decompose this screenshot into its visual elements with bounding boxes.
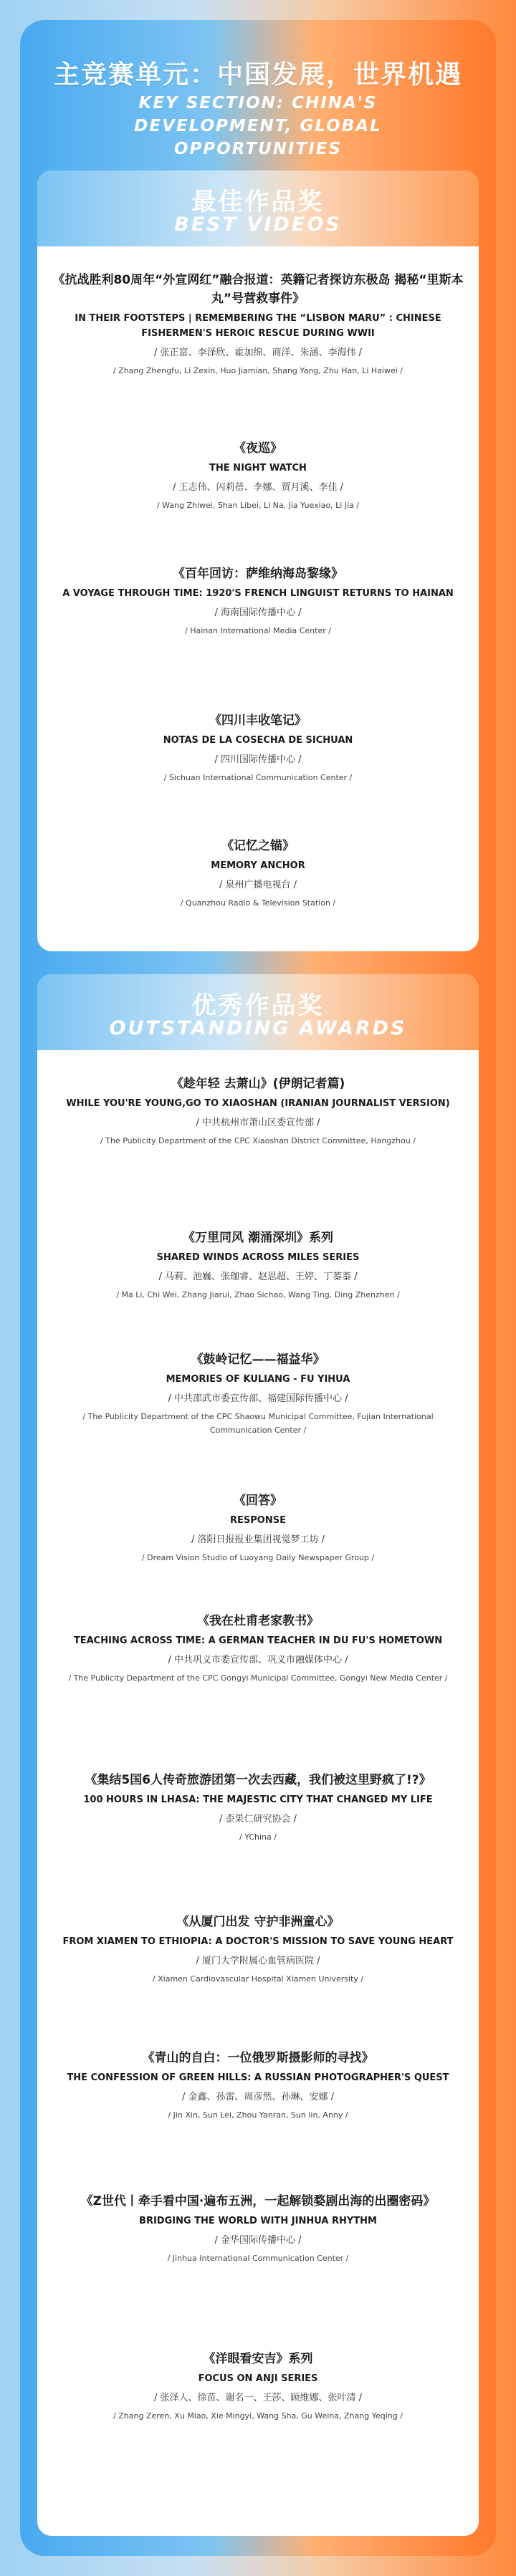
entry-credits-en: / Hainan International Media Center / [185, 626, 331, 635]
entry-credits-cn: / 泉州广播电视台 / [219, 880, 297, 890]
entry-english-title: NOTAS DE LA COSECHA DE SICHUAN [163, 735, 353, 746]
entry-english-title: RESPONSE [230, 1515, 286, 1526]
entry-title: 《鼓岭记忆——福益华》 [191, 1352, 325, 1367]
entry-title: 《夜巡》 [234, 441, 282, 456]
entry-credits-en: / Dream Vision Studio of Luoyang Daily Newspaper Group / [141, 1553, 375, 1562]
entry-title: 《集结5国6人传奇旅游团第一次去西藏，我们被这里野疯了!?》 [85, 1773, 431, 1787]
entry-english-title: A VOYAGE THROUGH TIME: 1920'S FRENCH LINGUIST RETURNS TO HAINAN [62, 588, 454, 599]
entry-credits-cn: / 四川国际传播中心 / [214, 754, 302, 765]
entry-credits-en: / The Publicity Department of the CPC Shaowu Municipal Committee, Fujian International Communication Center / [82, 1412, 434, 1435]
entry-credits-en: / Quanzhou Radio & Television Station / [180, 898, 336, 908]
outstanding-awards-panel [37, 974, 479, 2536]
outstanding-entry [52, 2350, 464, 2423]
entry-credits-en: / YChina / [239, 1832, 277, 1842]
outstanding-awards-title-en: OUTSTANDING AWARDS [109, 1017, 407, 1039]
entry-credits-cn: / 中共巩义市委宣传部、巩义市融媒体中心 / [168, 1655, 348, 1666]
entry-credits-cn: / 金华国际传播中心 / [214, 2235, 302, 2246]
entry-english-title: SHARED WINDS ACROSS MILES SERIES [156, 1252, 360, 1263]
entry-title: 《从厦门出发 守护非洲童心》 [176, 1915, 340, 1929]
entry-credits-cn: / 海南国际传播中心 / [214, 607, 302, 618]
entry-credits-en: / Zhang Zeren, Xu Miao, Xie Mingyi, Wang Sha, Gu Weina, Zhang Yeqing / [113, 2411, 403, 2421]
entry-credits-cn: / 张泽人、徐苗、谢名一、王莎、顾维娜、张叶清 / [153, 2393, 363, 2403]
entry-title: 《Z世代丨牵手看中国·遍布五洲，一起解锁婺剧出海的出圈密码》 [80, 2194, 436, 2209]
entry-english-title: THE CONFESSION OF GREEN HILLS: A RUSSIAN PHOTOGRAPHER'S QUEST [67, 2072, 449, 2083]
entry-credits-en: / Jin Xin, Sun Lei, Zhou Yanran, Sun lin, Anny / [168, 2110, 348, 2120]
entry-english-title: MEMORY ANCHOR [211, 860, 305, 871]
poster-card [20, 20, 496, 2556]
outstanding-entry [52, 1229, 464, 1302]
best-entry [52, 564, 464, 638]
best-videos-title-en: BEST VIDEOS [174, 213, 342, 236]
best-entry [52, 837, 464, 910]
entry-credits-en: / Xiamen Cardiovascular Hospital Xiamen University / [152, 1974, 364, 1984]
outstanding-entry [52, 1350, 464, 1437]
entry-english-title: MEMORIES OF KULIANG - FU YIHUA [166, 1374, 350, 1385]
entry-credits-en: / The Publicity Department of the CPC Gongyi Municipal Committee, Gongyi New Media Center / [68, 1673, 448, 1683]
entry-credits-en: / Sichuan International Communication Center / [163, 773, 353, 782]
entry-english-title: THE NIGHT WATCH [209, 463, 307, 474]
entry-english-title: FROM XIAMEN TO ETHIOPIA: A DOCTOR'S MISSION TO SAVE YOUNG HEART [62, 1936, 454, 1947]
entry-credits-cn: / 中共杭州市萧山区委宣传部 / [196, 1118, 320, 1128]
entry-english-title: WHILE YOU'RE YOUNG,GO TO XIAOSHAN (IRANIAN JOURNALIST VERSION) [66, 1098, 450, 1109]
entry-credits-cn: / 马莉、池巍、张珈睿、赵思超、王婷、丁蓁蓁 / [158, 1272, 358, 1282]
outstanding-awards-title-cn: 优秀作品奖 [191, 991, 325, 1020]
entry-title: 《抗战胜利80周年“外宣网红”融合报道：英籍记者探访东极岛 揭秘“里斯本丸”号营救事件》 [52, 273, 464, 306]
entry-title: 《趁年轻 去萧山》(伊朗记者篇) [171, 1077, 345, 1091]
entry-credits-cn: / 金鑫、孙雷、周彦然、孙琳、安娜 / [181, 2092, 335, 2102]
entry-credits-en: / Ma Li, Chi Wei, Zhang Jiarui, Zhao Sichao, Wang Ting, Ding Zhenzhen / [116, 1290, 400, 1299]
entry-credits-en: / Jinhua International Communication Center / [167, 2254, 349, 2263]
entry-title: 《百年回访：萨维纳海岛黎缘》 [173, 567, 343, 581]
entry-title: 《洋眼看安吉》系列 [203, 2352, 313, 2366]
entry-english-title: 100 HOURS IN LHASA: THE MAJESTIC CITY THAT CHANGED MY LIFE [83, 1794, 433, 1805]
best-entry [52, 711, 464, 784]
entry-english-title: IN THEIR FOOTSTEPS | REMEMBERING THE “LISBON MARU” : CHINESE FISHERMEN'S HEROIC RESCUE DURING WWII [75, 313, 441, 339]
entry-english-title: FOCUS ON ANJI SERIES [198, 2373, 318, 2384]
outstanding-entry [52, 1612, 464, 1685]
entry-title: 《万里同风 潮涌深圳》系列 [183, 1231, 333, 1245]
entry-credits-cn: / 中共邵武市委宣传部、福建国际传播中心 / [168, 1393, 348, 1404]
main-subtitle: KEY SECTION: CHINA'S DEVELOPMENT, GLOBAL OPPORTUNITIES [134, 94, 382, 158]
entry-english-title: BRIDGING THE WORLD WITH JINHUA RHYTHM [139, 2216, 377, 2226]
outstanding-entry [52, 2049, 464, 2122]
outstanding-entry [52, 1075, 464, 1148]
entry-title: 《我在杜甫老家教书》 [197, 1614, 319, 1628]
entry-credits-cn: / 王志伟、闪莉蓓、李娜、贾月溪、李佳 / [172, 482, 344, 493]
entry-english-title: TEACHING ACROSS TIME: A GERMAN TEACHER IN DU FU'S HOMETOWN [73, 1635, 443, 1646]
entry-title: 《回答》 [234, 1494, 282, 1508]
outstanding-entry [52, 1491, 464, 1565]
best-entry [52, 271, 464, 378]
outstanding-entry [52, 1913, 464, 1986]
entry-credits-en: / The Publicity Department of the CPC Xiaoshan District Committee, Hangzhou / [100, 1136, 416, 1145]
entry-title: 《记忆之锚》 [221, 839, 295, 853]
outstanding-entry [52, 1771, 464, 1844]
main-title: 主竞赛单元：中国发展，世界机遇 [53, 60, 462, 90]
outstanding-entry [52, 2192, 464, 2265]
entry-credits-cn: / 张正富、李泽欣、霍加绵、商洋、朱涵、李海伟 / [153, 347, 363, 358]
best-entry [52, 439, 464, 512]
best-videos-panel [37, 170, 479, 951]
entry-credits-cn: / 歪果仁研究协会 / [219, 1814, 297, 1825]
best-videos-title-cn: 最佳作品奖 [191, 188, 325, 216]
entry-title: 《青山的自白：一位俄罗斯摄影师的寻找》 [142, 2051, 374, 2065]
entry-credits-en: / Zhang Zhengfu, Li Zexin, Huo Jiamian, Shang Yang, Zhu Han, Li Haiwei / [113, 366, 403, 375]
entry-credits-cn: / 厦门大学附属心血管病医院 / [196, 1956, 320, 1966]
entry-title: 《四川丰收笔记》 [209, 713, 307, 728]
entry-credits-en: / Wang Zhiwei, Shan Libei, Li Na, Jia Yuexiao, Li Jia / [156, 501, 360, 510]
entry-credits-cn: / 洛阳日报报业集团视觉梦工坊 / [191, 1534, 325, 1545]
